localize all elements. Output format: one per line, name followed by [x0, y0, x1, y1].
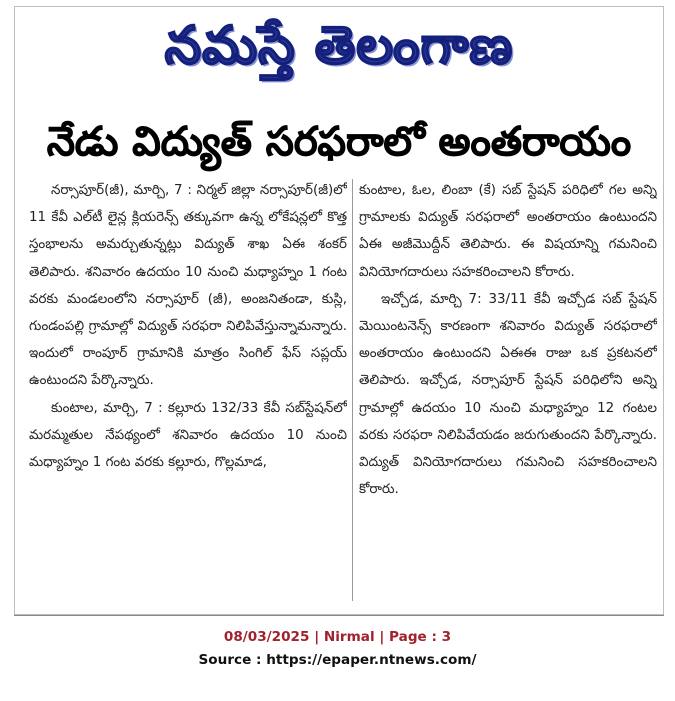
article-paragraph: ఇచ్చోడ, మార్చి 7: 33/11 కేవీ ఇచ్చోడ సబ్ స్టేషన్ మెయింటనెన్స్ కారణంగా శనివారం విద్యుత్ సరఫరాలో అంతరాయం ఉంటుందని ఏఈఈ రాజు ఒక ప్రకటనలో తెలిపారు. ఇచ్చోడ, నర్సాపూర్ స్టేషన్ పరిధిలోని అన్ని గ్రామాల్లో ఉదయం 10 నుంచి మధ్యాహ్నం 12 గంటల వరకు సరఫరా నిలిపివేయడం జరుగుతుందని పేర్కొన్నారు. విద్యుత్ వినియోగదారులు గమనించి సహకరించాలని కోరారు.	[359, 291, 657, 498]
newspaper-clipping	[14, 6, 664, 615]
article-right-column	[359, 177, 657, 597]
footer-divider	[14, 615, 664, 616]
column-divider	[352, 179, 353, 601]
article-headline: నేడు విద్యుత్ సరఫరాలో అంతరాయం	[46, 119, 632, 165]
footer-meta: 08/03/2025 | Nirmal | Page : 3	[223, 629, 452, 645]
article-paragraph: నర్సాపూర్(జీ), మార్చి, 7 : నిర్మల్ జిల్లా నర్సాపూర్(జీ)లో 11 కేవీ ఎల్‌టీ లైన్ల క్లియరెన్స్ తక్కువగా ఉన్న లోకేషన్లలో కొత్త స్తంభాలను అమర్చుతున్నట్లు విద్యుత్ శాఖ ఏఈ శంకర్ తెలిపారు. శనివారం ఉదయం 10 నుంచి మధ్యాహ్నం 1 గంట వరకు మండలంలోని నర్సాపూర్ (జీ), అంజనితండా, కుస్లి, గుండంపల్లి గ్రామాల్లో విద్యుత్ సరఫరా నిలిపివేస్తున్నామన్నారు. ఇందులో రాంపూర్ గ్రామానికి మాత్రం సింగిల్ ఫేస్ సప్లయ్ ఉంటుందని పేర్కొన్నారు.	[29, 183, 347, 389]
newspaper-masthead: నమస్తే తెలంగాణ	[164, 16, 514, 76]
article-paragraph: కుంటాల, ఓల, లింబా (కే) సబ్ స్టేషన్ పరిధిలో గల అన్ని గ్రామాలకు విద్యుత్ సరఫరాలో అంతరాయం ఉంటుందని ఏఈ అజీమొద్దీన్ తెలిపారు. ఈ విషయాన్ని గమనించి వినియోగదారులు సహకరించాలని కోరారు.	[359, 183, 657, 280]
clipping-footer	[0, 626, 675, 672]
footer-source: Source : https://epaper.ntnews.com/	[198, 652, 477, 668]
article-left-column	[29, 177, 347, 597]
article-paragraph: కుంటాల, మార్చి, 7 : కల్లూరు 132/33 కేవీ సబ్‌స్టేషన్‌లో మరమ్మతుల నేపథ్యంలో శనివారం ఉదయం 10 నుంచి మధ్యాహ్నం 1 గంట వరకు కల్లూరు, గొల్లమాడ,	[29, 400, 347, 471]
